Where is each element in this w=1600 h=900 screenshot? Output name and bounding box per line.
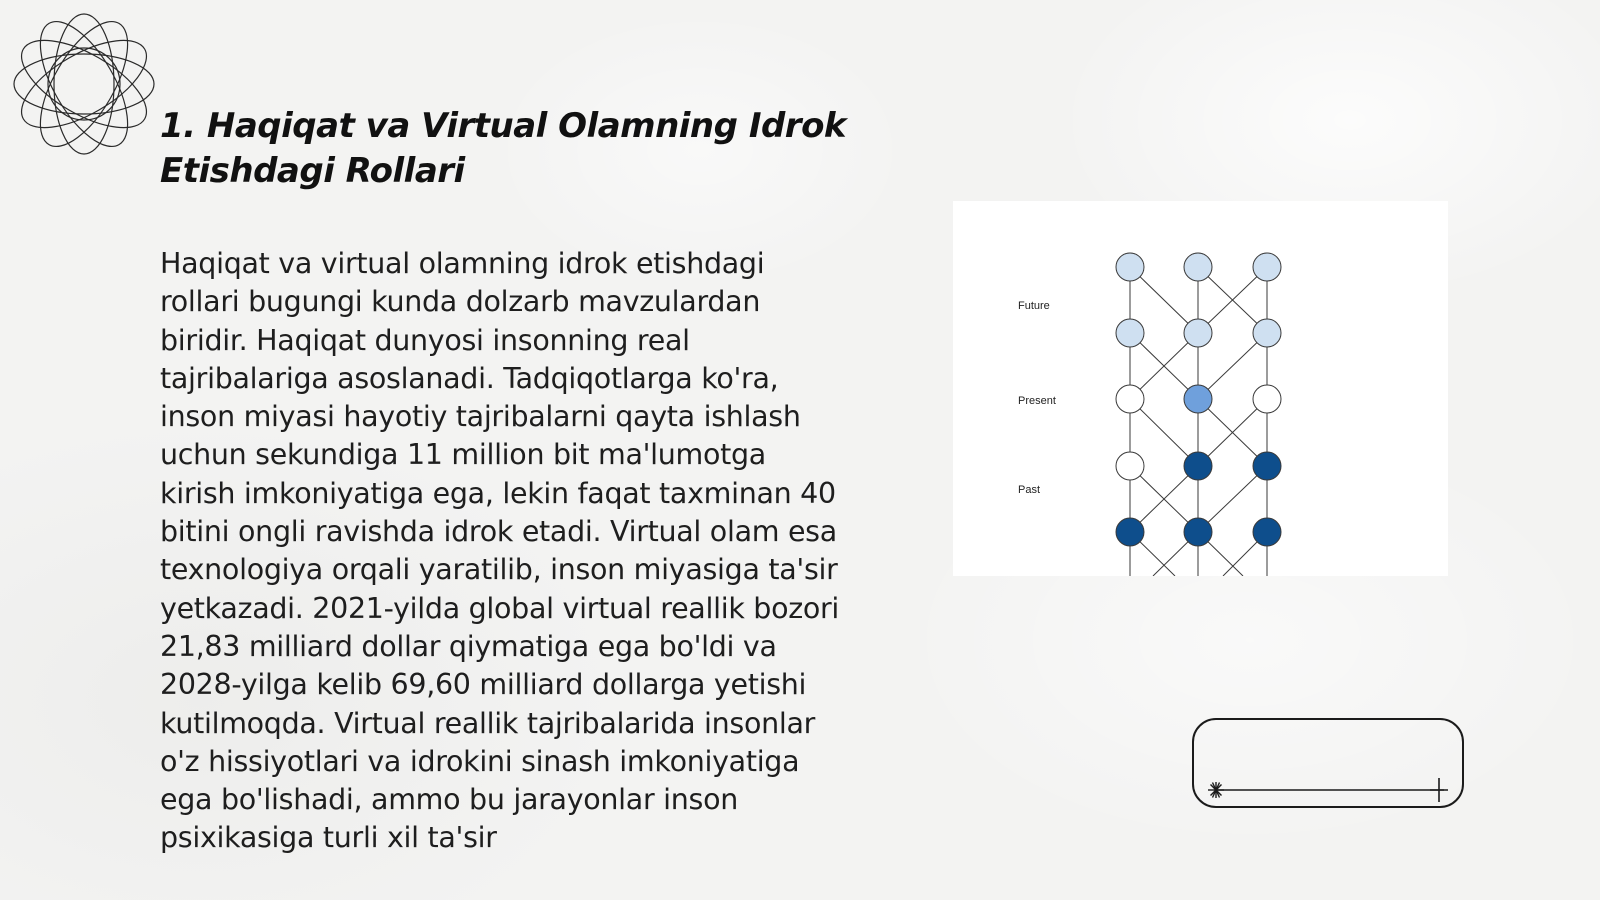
diagram-node xyxy=(1184,452,1212,480)
slide-body-text: Haqiqat va virtual olamning idrok etishdagi rollari bugungi kunda dolzarb mavzulardan biridir. Haqiqat dunyosi insonning real tajribalariga asoslanadi. Tadqiqotlarga ko'ra, inson miyasi hayotiy tajribalarni qayta ishlash uchun sekundiga 11 million bit ma'lumotga kirish imkoniyatiga ega, lekin faqat taxminan 40 bitini ongli ravishda idrok etadi. Virtual olam esa texnologiya orqali yaratilib, inson miyasiga ta'sir yetkazadi. 2021-yilda global virtual reallik bozori 21,83 milliard dollar qiymatiga ega bo'ldi va 2028-yilga kelib 69,60 milliard dollarga yetishi kutilmoqda. Virtual reallik tajribalarida insonlar o'z hissiyotlari va idrokini sinash imkoniyatiga ega bo'lishadi, ammo bu jarayonlar inson psixikasiga turli xil ta'sir xyxy=(160,247,840,855)
diagram-node xyxy=(1116,253,1144,281)
diagram-node xyxy=(1116,319,1144,347)
diagram-node xyxy=(1116,385,1144,413)
timeline-node-diagram xyxy=(953,201,1448,576)
crosshair-plus-icon xyxy=(1430,778,1448,802)
diagram-node xyxy=(1253,253,1281,281)
decorative-slider-frame xyxy=(1192,718,1464,808)
diagram-node xyxy=(1253,518,1281,546)
diagram-node xyxy=(1253,452,1281,480)
rosette-orbit-icon xyxy=(10,10,158,158)
diagram-node xyxy=(1184,319,1212,347)
slide-title: 1. Haqiqat va Virtual Olamning Idrok Etishdagi Rollari xyxy=(160,106,847,191)
row-label-future: Future xyxy=(1018,300,1050,312)
diagram-node xyxy=(1184,253,1212,281)
diagram-node xyxy=(1253,319,1281,347)
diagram-node xyxy=(1116,452,1144,480)
row-label-present: Present xyxy=(1018,395,1056,407)
sparkle-icon xyxy=(1208,782,1224,798)
diagram-node xyxy=(1184,518,1212,546)
logo xyxy=(10,10,158,158)
diagram-node xyxy=(1253,385,1281,413)
diagram-node xyxy=(1184,385,1212,413)
row-label-past: Past xyxy=(1018,484,1041,496)
diagram-node xyxy=(1116,518,1144,546)
